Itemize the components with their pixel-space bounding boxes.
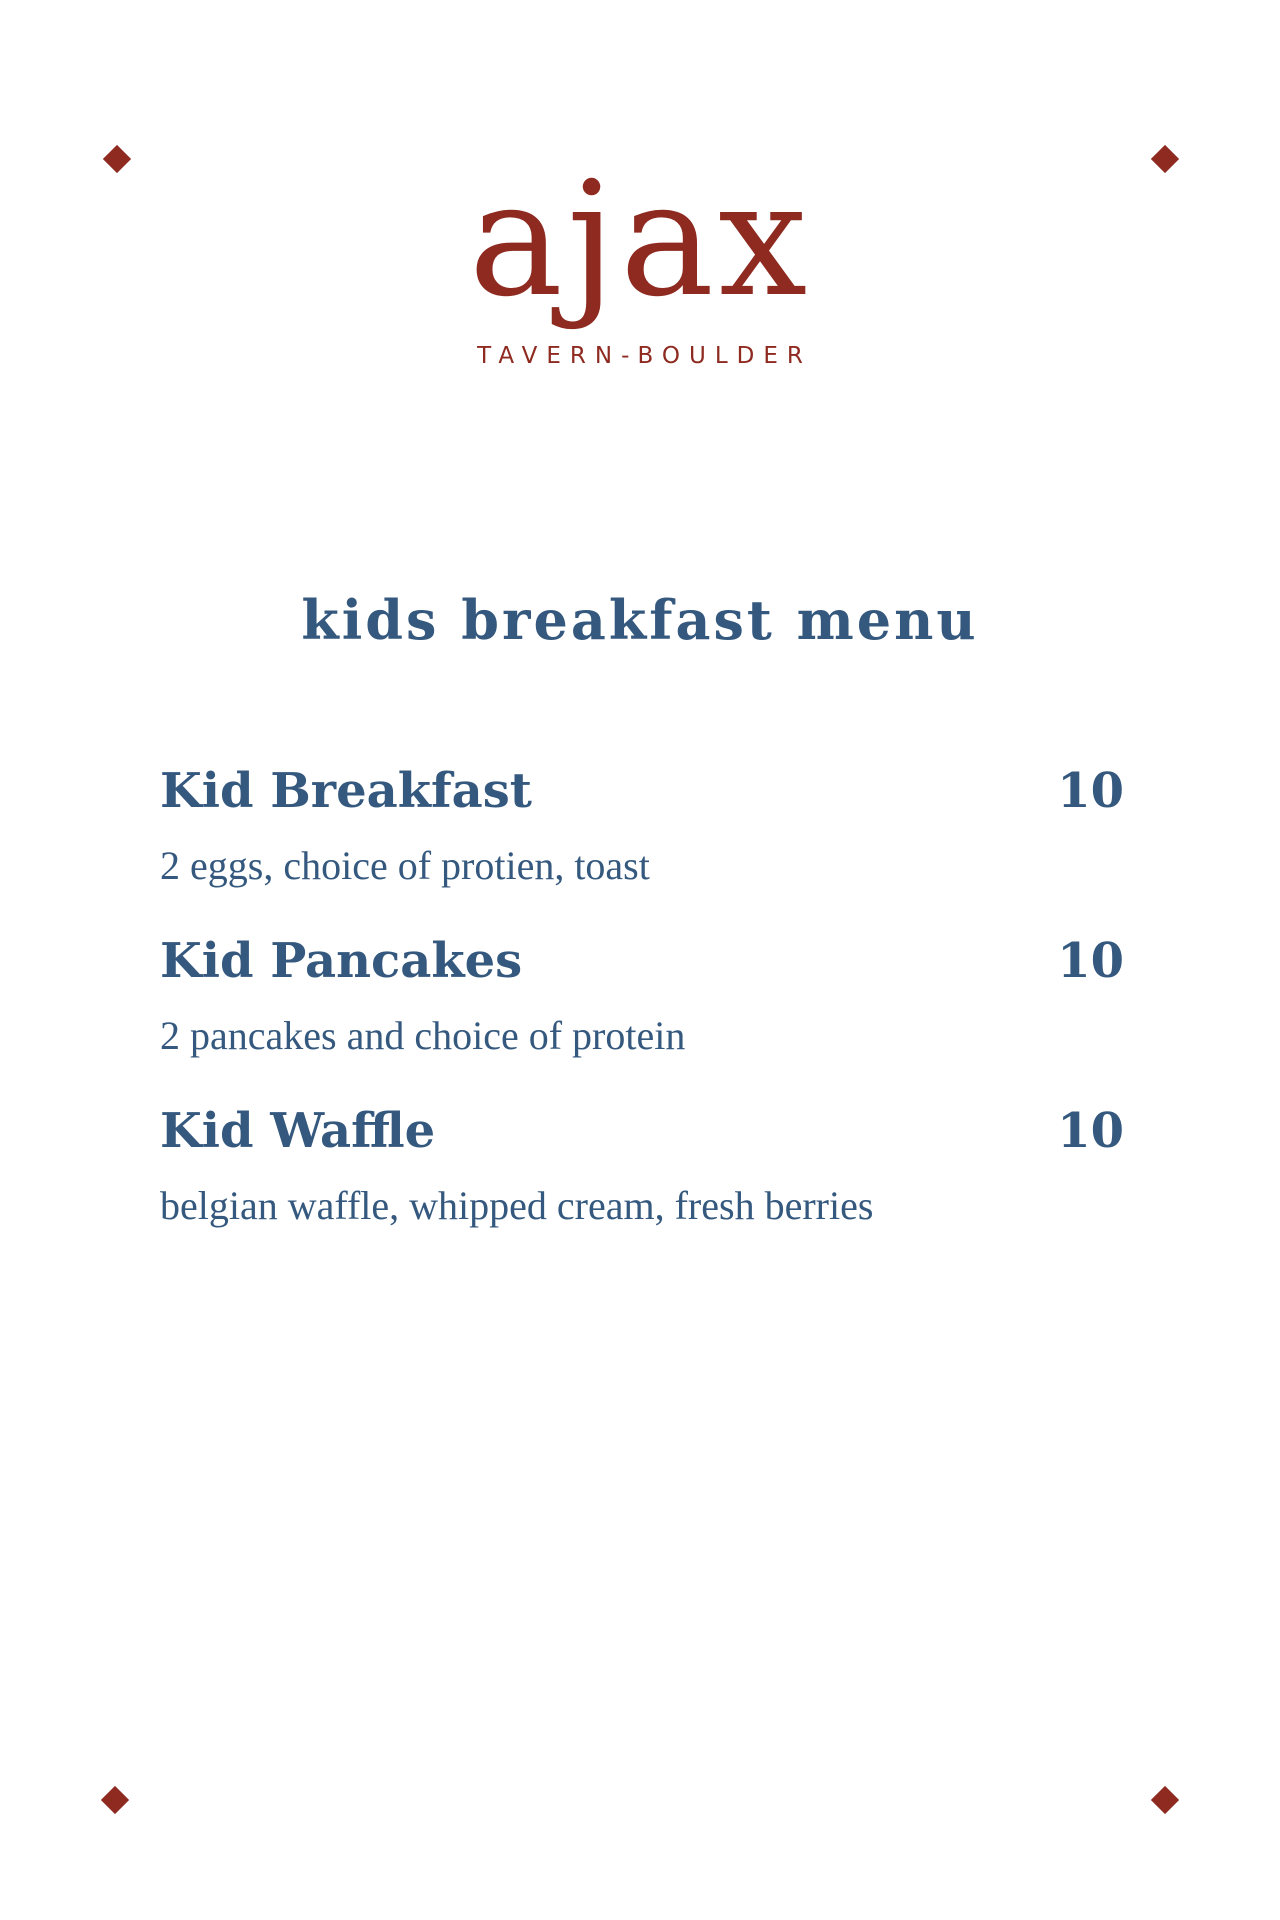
corner-diamond-bottom-left (101, 1786, 129, 1814)
menu-item (160, 930, 1124, 1060)
logo-wordmark: ajax (468, 148, 812, 332)
menu-item-price: 10 (1057, 763, 1124, 819)
logo-subtitle: TAVERN-BOULDER (477, 343, 812, 369)
menu-item-price: 10 (1057, 1103, 1124, 1159)
menu-item-header (160, 930, 1124, 992)
menu-title: kids breakfast menu (301, 588, 979, 652)
menu-item-description: 2 eggs, choice of protien, toast (160, 843, 650, 888)
corner-diamond-bottom-right (1151, 1786, 1179, 1814)
menu-item (160, 1100, 1124, 1230)
logo (0, 145, 1280, 369)
menu-item-description: belgian waffle, whipped cream, fresh berries (160, 1183, 874, 1228)
menu-item-description: 2 pancakes and choice of protein (160, 1013, 686, 1058)
menu-item-name: Kid Pancakes (160, 933, 523, 989)
menu-item (160, 760, 1124, 890)
menu-item-header (160, 1100, 1124, 1162)
menu-item-name: Kid Breakfast (160, 763, 532, 819)
menu-item-header (160, 760, 1124, 822)
menu-item-name: Kid Waffle (160, 1103, 436, 1159)
menu-item-price: 10 (1057, 933, 1124, 989)
menu-item-list (160, 760, 1124, 1270)
